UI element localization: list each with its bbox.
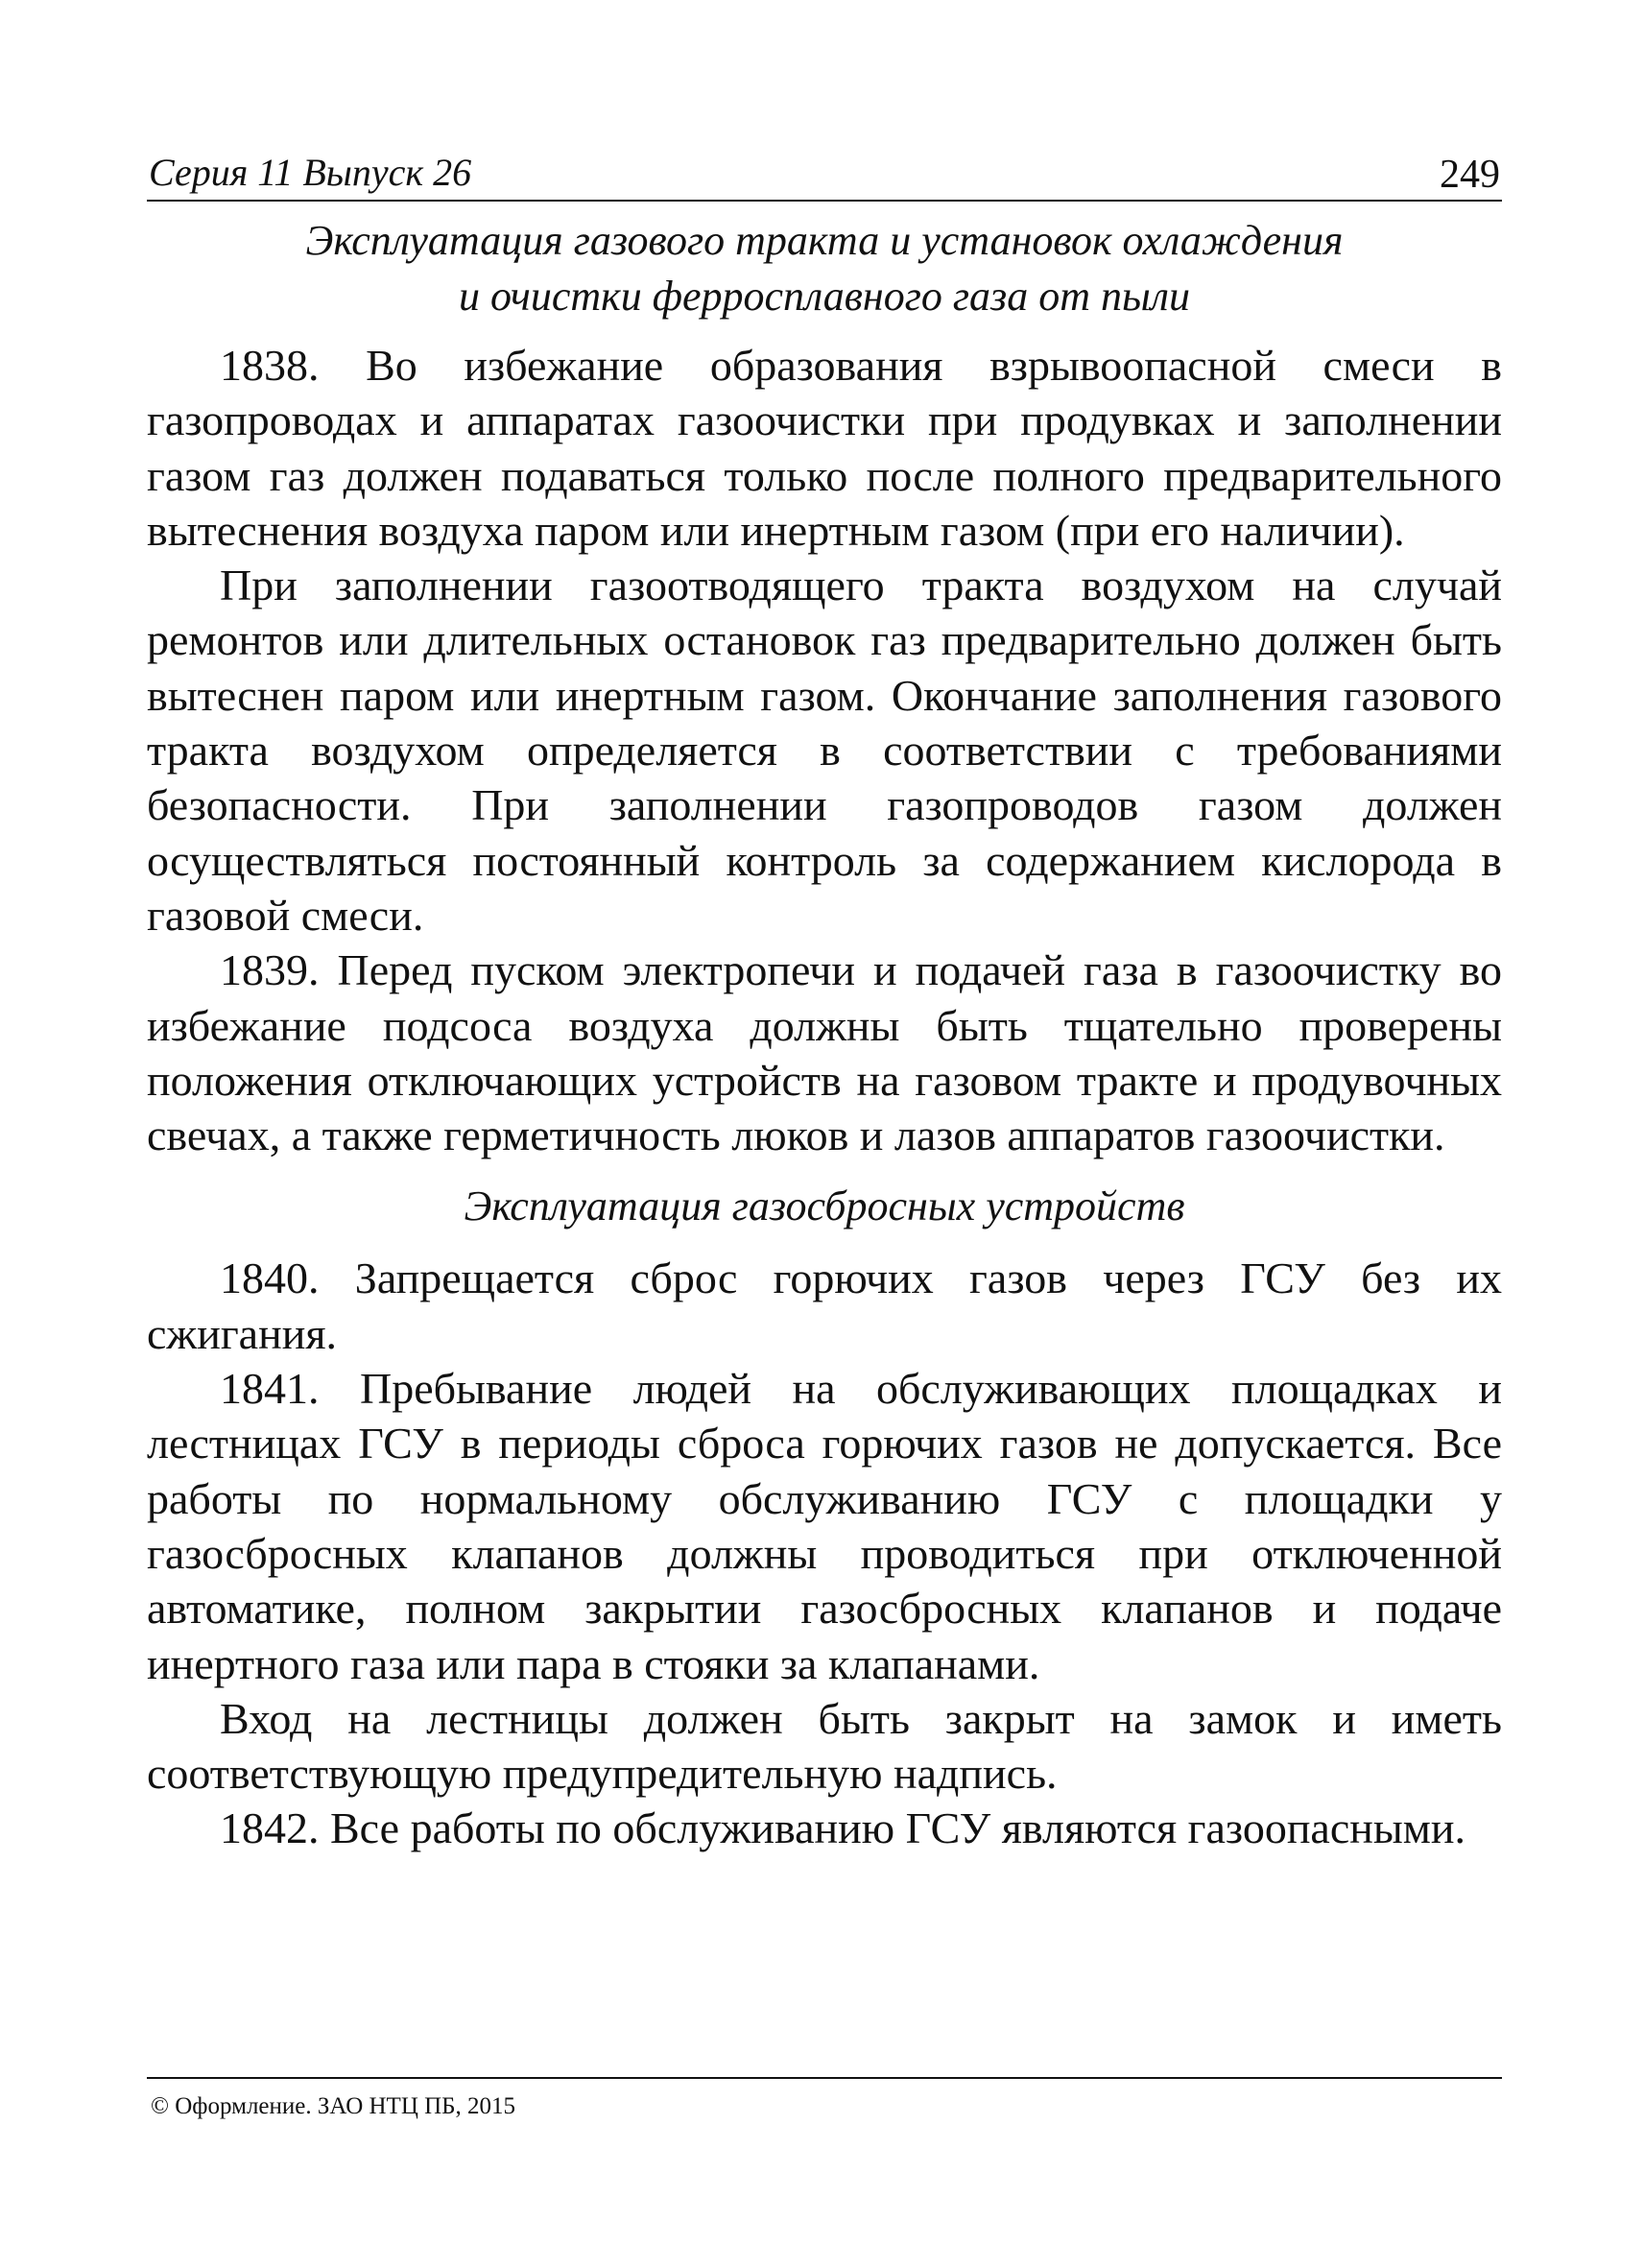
running-header: [147, 144, 1502, 202]
page-number: 249: [1440, 153, 1500, 197]
section-title-gas-tract: [147, 213, 1502, 324]
document-page: [147, 144, 1502, 1856]
paragraph-1838: 1838. Во избежание образования взрывоопасной смеси в газопроводах и аппаратах газоочистки при продувках и заполнении газом газ должен подаваться только после полного предварительного вытеснения воздуха паром или инертным газом (при его наличии).: [147, 341, 1502, 555]
section-title-gas-discharge: [147, 1180, 1502, 1233]
section-title-line-2: и очистки ферросплавного газа от пыли: [459, 273, 1190, 320]
paragraph-filling-air: При заполнении газоотводящего тракта воздухом на случай ремонтов или длительных остановок газ предварительно должен быть вытеснен паром или инертным газом. Окончание заполнения газового тракта воздухом определяется в соответствии с требованиями безопасности. При заполнении газопроводов газом должен осуществляться постоянный контроль за содержанием кислорода в газовой смеси.: [147, 561, 1502, 940]
section-title-line-1: Эксплуатация газового тракта и установок охлаждения: [305, 217, 1344, 264]
paragraph-ladder-entrance: Вход на лестницы должен быть закрыт на замок и иметь соответствующую предупредительную надпись.: [147, 1693, 1502, 1799]
series-label: Серия 11 Выпуск 26: [149, 151, 472, 194]
page-footer: [147, 2077, 1502, 2121]
paragraph-1842: 1842. Все работы по обслуживанию ГСУ являются газоопасными.: [220, 1803, 1466, 1853]
paragraph-1839: 1839. Перед пуском электропечи и подачей газа в газоочистку во избежание подсоса воздуха должны быть тщательно проверены положения отключающих устройств на газовом тракте и продувочных свечах, а также герметичность люков и лазов аппаратов газоочистки.: [147, 945, 1502, 1160]
copyright-note: © Оформление. ЗАО НТЦ ПБ, 2015: [151, 2093, 516, 2119]
section-title-line: Эксплуатация газосбросных устройств: [464, 1182, 1185, 1230]
paragraph-1841: 1841. Пребывание людей на обслуживающих площадках и лестницах ГСУ в периоды сброса горючих газов не допускается. Все работы по нормальному обслуживанию ГСУ с площадки у газосбросных клапанов должны проводиться при отключенной автоматике, полном закрытии газосбросных клапанов и подаче инертного газа или пара в стояки за клапанами.: [147, 1364, 1502, 1688]
paragraph-1840: 1840. Запрещается сброс горючих газов через ГСУ без их сжигания.: [147, 1253, 1502, 1358]
